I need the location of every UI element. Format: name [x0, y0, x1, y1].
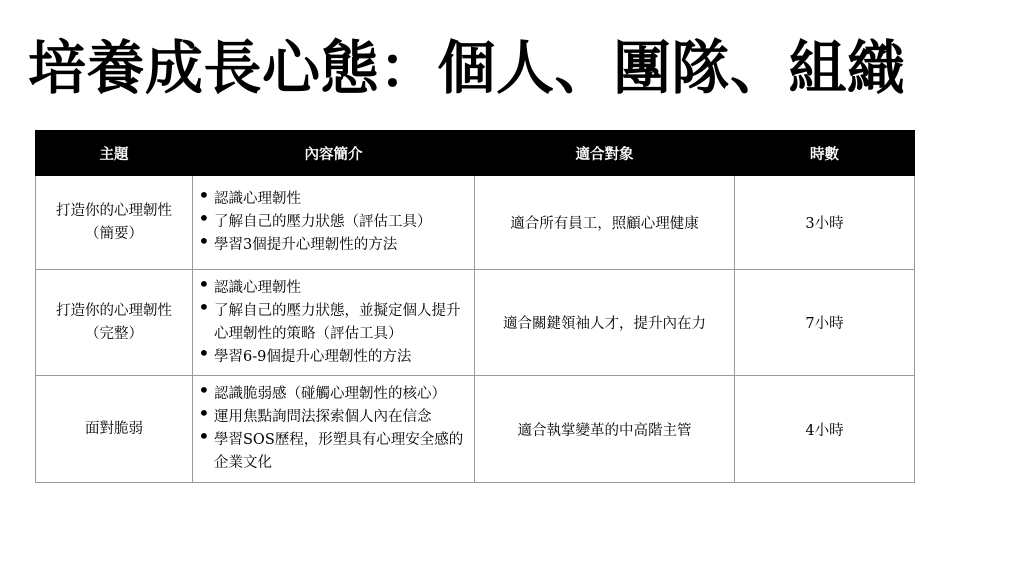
content-point: • 了解自己的壓力狀態，並擬定個人提升心理韌性的策略（評估工具）: [197, 300, 464, 346]
content-point: • 學習3個提升心理韌性的方法: [197, 234, 464, 257]
hours-cell: 4小時: [735, 376, 915, 483]
topic-cell: [36, 270, 193, 376]
content-point: • 認識脆弱感（碰觸心理韌性的核心）: [197, 383, 464, 406]
content-list: [197, 188, 464, 257]
content-cell: [193, 376, 475, 483]
topic-variant: （完整）: [85, 325, 143, 342]
content-point: • 了解自己的壓力狀態（評估工具）: [197, 211, 464, 234]
topic-cell: [36, 176, 193, 270]
audience-cell: 適合所有員工，照顧心理健康: [475, 176, 735, 270]
content-cell: [193, 270, 475, 376]
content-list: [197, 277, 464, 369]
hours-cell: 7小時: [735, 270, 915, 376]
table-row: [36, 270, 915, 376]
topic-name: 打造你的心理韌性: [56, 302, 172, 319]
topic-name: 打造你的心理韌性: [56, 202, 172, 219]
header-audience: 適合對象: [475, 131, 735, 176]
topic-variant: （簡要）: [85, 225, 143, 242]
course-table: [35, 130, 915, 483]
content-list: [197, 383, 464, 475]
topic-name: 面對脆弱: [85, 420, 143, 437]
content-point: • 認識心理韌性: [197, 188, 464, 211]
header-content: 內容簡介: [193, 131, 475, 176]
slide-title: 培養成長心態：個人、團隊、組織: [28, 34, 906, 102]
header-topic: 主題: [36, 131, 193, 176]
content-point: • 運用焦點詢問法探索個人內在信念: [197, 406, 464, 429]
topic-cell: [36, 376, 193, 483]
audience-cell: 適合關鍵領袖人才，提升內在力: [475, 270, 735, 376]
table-row: [36, 176, 915, 270]
content-point: • 認識心理韌性: [197, 277, 464, 300]
table-header-row: [36, 131, 915, 176]
audience-cell: 適合執掌變革的中高階主管: [475, 376, 735, 483]
table-row: [36, 376, 915, 483]
content-point: • 學習6-9個提升心理韌性的方法: [197, 346, 464, 369]
header-hours: 時數: [735, 131, 915, 176]
content-cell: [193, 176, 475, 270]
content-point: • 學習SOS歷程，形塑具有心理安全感的企業文化: [197, 429, 464, 475]
hours-cell: 3小時: [735, 176, 915, 270]
